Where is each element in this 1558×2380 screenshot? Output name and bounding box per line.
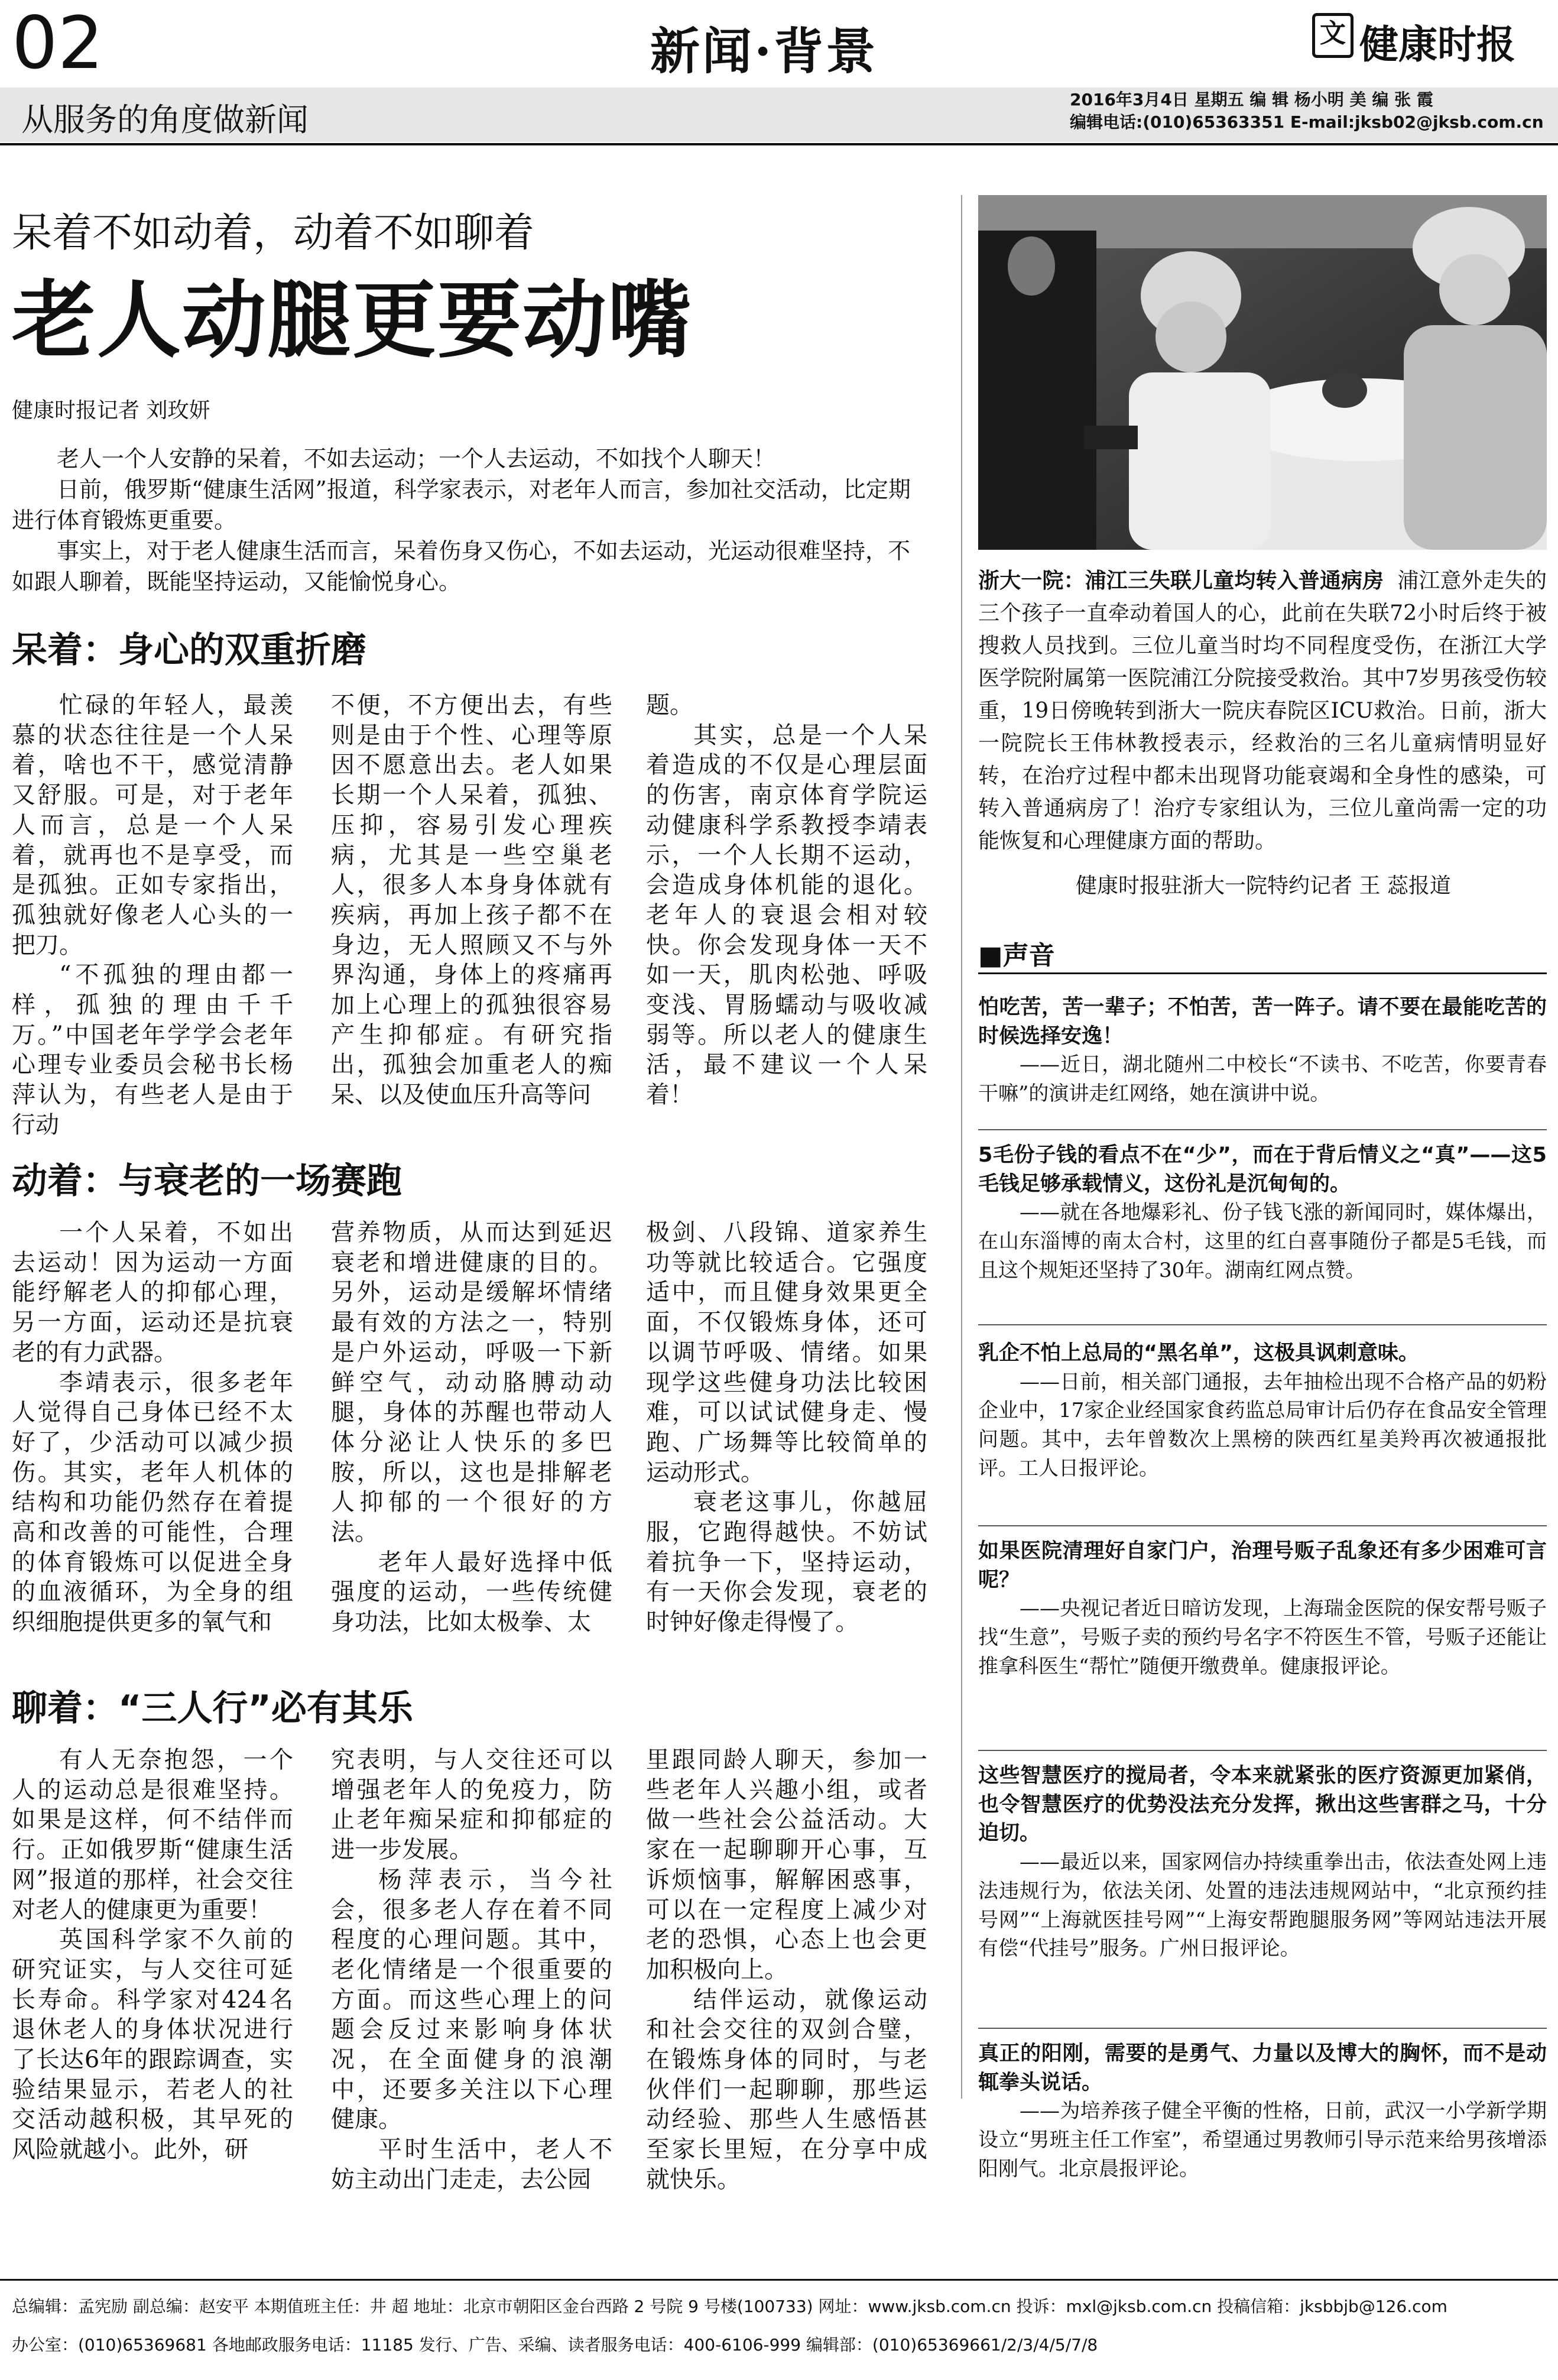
voice-item [978, 1141, 1547, 1285]
section-title: 新闻·背景 [650, 22, 878, 80]
paragraph: 老年人最好选择中低强度的运动，一些传统健身功法，比如太极拳、太 [331, 1548, 612, 1636]
voice-quote: 怕吃苦，苦一辈子；不怕苦，苦一阵子。请不要在最能吃苦的时候选择安逸！ [978, 996, 1547, 1048]
paragraph: 有人无奈抱怨，一个人的运动总是很难坚持。如果是这样，何不结伴而行。正如俄罗斯“健康生活网”报道的那样，社会交往对老人的健康更为重要！ [12, 1746, 293, 1924]
voice-item [978, 1537, 1547, 1681]
photo-caption [978, 565, 1547, 857]
paragraph: 忙碌的年轻人，最羡慕的状态往往是一个人呆着，啥也不干，感觉清静又舒服。可是，对于老年人而言，总是一个人呆着，就再也不是享受，而是孤独。正如专家指出，孤独就好像老人心头的一把刀。 [12, 692, 293, 959]
lede-paragraph: 事实上，对于老人健康生活而言，呆着伤身又伤心，不如去运动，光运动很难坚持，不如跟人聊着，既能坚持运动，又能愉悦身心。 [12, 538, 911, 595]
footer-staff-line: 总编辑：孟宪励 副总编：赵安平 本期值班主任：井 超 地址：北京市朝阳区金台西路 2 号院 9 号楼(100733) 网址：www.jksb.com.cn 投诉：mxl@jksb.com.cn 投稿信箱：jksbbjb@126.com [12, 2297, 1447, 2316]
article-kicker: 呆着不如动着，动着不如聊着 [12, 210, 535, 257]
dateline-date-editors: 2016年3月4日 星期五 编 辑 杨小明 美 编 张 霞 [1070, 90, 1433, 109]
voice-divider [978, 1129, 1547, 1130]
column-divider [961, 195, 962, 2099]
voice-quote: 乳企不怕上总局的“黑名单”，这极具讽刺意味。 [978, 1341, 1420, 1365]
photo-credit: 健康时报驻浙大一院特约记者 王 蕊报道 [1076, 874, 1451, 898]
lede-paragraph: 老人一个人安静的呆着，不如去运动；一个人去运动，不如找个人聊天！ [57, 446, 776, 472]
footer-rule [0, 2279, 1558, 2281]
voices-rule [978, 972, 1547, 974]
paragraph: 里跟同龄人聊天，参加一些老年人兴趣小组，或者做一些社会公益活动。大家在一起聊聊开心事，互诉烦恼事，解解困惑事，可以在一定程度上减少对老的恐惧，心态上也会更加积极向上。 [646, 1746, 927, 1983]
voice-divider [978, 1750, 1547, 1751]
paragraph: 营养物质，从而达到延迟衰老和增进健康的目的。另外，运动是缓解坏情绪最有效的方法之一，特别是户外运动，呼吸一下新鲜空气，动动胳膊动动腿，身体的苏醒也带动人体分泌让人快乐的多巴胺，所以，这也是排解老人抑郁的一个很好的方法。 [331, 1219, 612, 1546]
article-column [12, 1218, 293, 1638]
paragraph: 究表明，与人交往还可以增强老年人的免疫力，防止老年痴呆症和抑郁症的进一步发展。 [331, 1746, 612, 1864]
hospital-scene-illustration [978, 195, 1547, 550]
voice-divider [978, 1525, 1547, 1526]
voice-divider [978, 2028, 1547, 2029]
voice-source: ——央视记者近日暗访发现，上海瑞金医院的保安帮号贩子找“生意”，号贩子卖的预约号名字不符医生不管，号贩子还能让推拿科医生“帮忙”随便开缴费单。健康报评论。 [978, 1597, 1547, 1678]
caption-body: 浦江意外走失的三个孩子一直牵动着国人的心，此前在失联72小时后终于被搜救人员找到。三位儿童当时均不同程度受伤，在浙江大学医学院附属第一医院浦江分院接受救治。其中7岁男孩受伤较重，19日傍晚转到浙大一院庆春院区ICU救治。日前，浙大一院院长王伟林教授表示，经救治的三名儿童病情明显好转，在治疗过程中都未出现肾功能衰竭和全身性的感染，可转入普通病房了！治疗专家组认为，三位儿童尚需一定的功能恢复和心理健康方面的帮助。 [978, 569, 1547, 853]
voice-source: ——为培养孩子健全平衡的性格，日前，武汉一小学新学期设立“男班主任工作室”，希望通过男教师引导示范来给男孩增添阳刚气。北京晨报评论。 [978, 2099, 1547, 2181]
article-column [12, 1745, 293, 2165]
voice-item [978, 1339, 1547, 1483]
header-rule [0, 143, 1558, 145]
voice-quote: 这些智慧医疗的搅局者，令本来就紧张的医疗资源更加紧俏，也令智慧医疗的优势没法充分发挥，揪出这些害群之马，十分迫切。 [978, 1764, 1547, 1846]
paragraph: 衰老这事儿，你越屈服，它跑得越快。不妨试着抗争一下，坚持运动，有一天你会发现，衰老的时钟好像走得慢了。 [646, 1489, 927, 1636]
voice-quote: 真正的阳刚，需要的是勇气、力量以及博大的胸怀，而不是动辄拳头说话。 [978, 2042, 1547, 2094]
article-column [12, 690, 293, 1140]
paragraph: 其实，总是一个人呆着造成的不仅是心理层面的伤害，南京体育学院运动健康科学系教授李靖表示，一个人长期不运动，会造成身体机能的退化。老年人的衰退会相对较快。你会发现身体一天不如一天，肌肉松弛、呼吸变浅、胃肠蠕动与吸收减弱等。所以老人的健康生活，最不建议一个人呆着！ [646, 721, 927, 1109]
dateline [1070, 89, 1554, 134]
paragraph: 不便，不方便出去，有些则是由于个性、心理等原因不愿意出去。老人如果长期一个人呆着，孤独、压抑，容易引发心理疾病，尤其是一些空巢老人，很多人本身身体就有疾病，再加上孩子都不在身边，无人照顾又不与外界沟通，身体上的疼痛再加上心理上的孤独很容易产生抑郁症。有研究指出，孤独会加重老人的痴呆、以及使血压升高等问 [331, 692, 612, 1109]
article-headline: 老人动腿更要动嘴 [12, 271, 693, 369]
voice-source: ——就在各地爆彩礼、份子钱飞涨的新闻同时，媒体爆出，在山东淄博的南太合村，这里的红白喜事随份子都是5毛钱，而且这个规矩还坚持了30年。湖南红网点赞。 [978, 1201, 1547, 1282]
section-heading: 呆着：身心的双重折磨 [12, 630, 366, 671]
logo-text: 健康时报 [1359, 21, 1515, 67]
paragraph: 极剑、八段锦、道家养生功等就比较适合。它强度适中，而且健身效果更全面，不仅锻炼身体，还可以调节呼吸、情绪。如果现学这些健身功法比较困难，可以试试健身走、慢跑、广场舞等比较简单的运动形式。 [646, 1219, 927, 1486]
voice-quote: 5毛份子钱的看点不在“少”，而在于背后情义之“真”——这5毛钱足够承载情义，这份礼是沉甸甸的。 [978, 1143, 1547, 1196]
voice-quote: 如果医院清理好自家门户，治理号贩子乱象还有多少困难可言呢？ [978, 1539, 1547, 1592]
article-byline: 健康时报记者 刘玫妍 [12, 398, 210, 423]
voice-source: ——最近以来，国家网信办持续重拳出击，依法查处网上违法违规行为，依法关闭、处置的违法违规网站中，“北京预约挂号网”“上海就医挂号网”“上海安帮跑腿服务网”等网站违法开展有偿“代挂号”服务。广州日报评论。 [978, 1850, 1547, 1961]
logo-mark-icon: 文 [1312, 13, 1353, 58]
article-column [331, 1218, 612, 1638]
paragraph: 结伴运动，就像运动和社会交往的双剑合璧，在锻炼身体的同时，与老伙伴们一起聊聊，那些运动经验、那些人生感悟甚至家长里短，在分享中成就快乐。 [646, 1986, 927, 2193]
voice-item [978, 1762, 1547, 1963]
dateline-contact: 编辑电话:(010)65363351 E-mail:jksb02@jksb.com.cn [1070, 112, 1544, 132]
article-column [646, 1218, 927, 1638]
paragraph: 题。 [646, 692, 693, 719]
paragraph: 平时生活中，老人不妨主动出门走走，去公园 [331, 2136, 612, 2193]
section-heading: 聊着：“三人行”必有其乐 [12, 1688, 413, 1729]
paragraph: 李靖表示，很多老年人觉得自己身体已经不太好了，少活动可以减少损伤。其实，老年人机体的结构和功能仍然存在着提高和改善的可能性，合理的体育锻炼可以促进全身的血液循环，为全身的组织细胞提供更多的氧气和 [12, 1369, 293, 1636]
voices-heading: ■声音 [978, 941, 1055, 971]
article-column [331, 690, 612, 1110]
article-column [646, 690, 927, 1110]
paragraph: 一个人呆着，不如出去运动！因为运动一方面能纾解老人的抑郁心理，另一方面，运动还是抗衰老的有力武器。 [12, 1219, 293, 1366]
voice-item [978, 993, 1547, 1108]
article-column [331, 1745, 612, 2195]
article-column [646, 1745, 927, 2195]
section-heading: 动着：与衰老的一场赛跑 [12, 1160, 402, 1202]
news-photo [978, 195, 1547, 550]
paragraph: “不孤独的理由都一样，孤独的理由千千万。”中国老年学学会老年心理专业委员会秘书长杨萍认为，有些老人是由于行动 [12, 961, 293, 1139]
newspaper-logo [1312, 13, 1515, 69]
voice-source: ——近日，湖北随州二中校长“不读书、不吃苦，你要青春干嘛”的演讲走红网络，她在演讲中说。 [978, 1053, 1547, 1106]
caption-title: 浙大一院：浦江三失联儿童均转入普通病房 [978, 569, 1384, 593]
slogan: 从服务的角度做新闻 [21, 101, 309, 138]
footer-contact-line: 办公室：(010)65369681 各地邮政服务电话：11185 发行、广告、采编、读者服务电话：400-6106-999 编辑部：(010)65369661/2/3/4/5/7/8 [12, 2335, 1098, 2355]
voice-item [978, 2039, 1547, 2184]
paragraph: 英国科学家不久前的研究证实，与人交往可延长寿命。科学家对424名退休老人的身体状况进行了长达6年的跟踪调查，实验结果显示，若老人的社交活动越积极，其早死的风险就越小。此外，研 [12, 1926, 293, 2164]
voice-divider [978, 1324, 1547, 1325]
page-number: 02 [12, 1, 104, 85]
lede-paragraph: 日前，俄罗斯“健康生活网”报道，科学家表示，对老年人而言，参加社交活动，比定期进行体育锻炼更重要。 [12, 476, 911, 533]
voice-source: ——日前，相关部门通报，去年抽检出现不合格产品的奶粉企业中，17家企业经国家食药监总局审计后仍存在食品安全管理问题。其中，去年曾数次上黑榜的陕西红星美羚再次被通报批评。工人日报评论。 [978, 1370, 1547, 1480]
paragraph: 杨萍表示，当今社会，很多老人存在着不同程度的心理问题。其中，老化情绪是一个很重要的方面。而这些心理上的问题会反过来影响身体状况，在全面健身的浪潮中，还要多关注以下心理健康。 [331, 1866, 612, 2133]
